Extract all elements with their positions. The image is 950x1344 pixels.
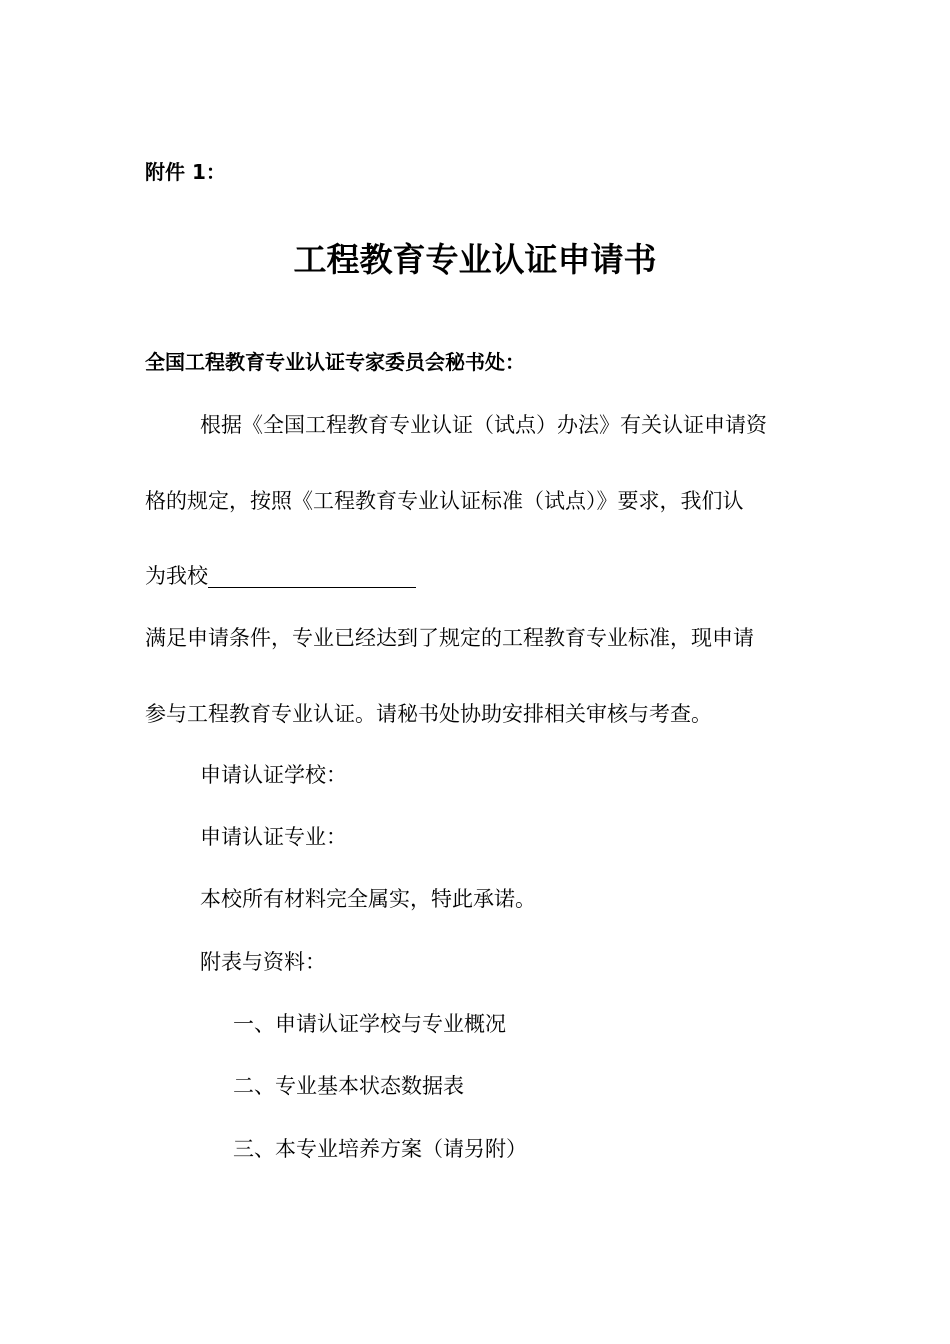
attachment-item-2: 二、专业基本状态数据表 [233, 1074, 464, 1098]
body-line-4: 满足申请条件，专业已经达到了规定的工程教育专业标准，现申请 [145, 626, 754, 650]
addressee: 全国工程教育专业认证专家委员会秘书处： [145, 350, 525, 374]
attachment-item-3: 三、本专业培养方案（请另附） [233, 1137, 527, 1161]
body-line-2: 格的规定，按照《工程教育专业认证标准（试点）》要求，我们认 [145, 489, 744, 513]
attachment-label: 附件 1： [145, 160, 226, 184]
attachments-heading: 附表与资料： [200, 950, 326, 974]
pledge-statement: 本校所有材料完全属实，特此承诺。 [200, 887, 536, 911]
school-field-label: 申请认证学校： [200, 763, 347, 787]
attachment-item-1: 一、申请认证学校与专业概况 [233, 1012, 506, 1036]
body-line-3 [145, 564, 416, 588]
school-blank-line [208, 567, 416, 588]
body-line-1: 根据《全国工程教育专业认证（试点）办法》有关认证申请资 [200, 413, 767, 437]
body-line-5: 参与工程教育专业认证。请秘书处协助安排相关审核与考查。 [145, 702, 712, 726]
document-title: 工程教育专业认证申请书 [293, 240, 657, 279]
major-field-label: 申请认证专业： [200, 825, 347, 849]
body-line-3-prefix: 为我校 [145, 564, 208, 588]
